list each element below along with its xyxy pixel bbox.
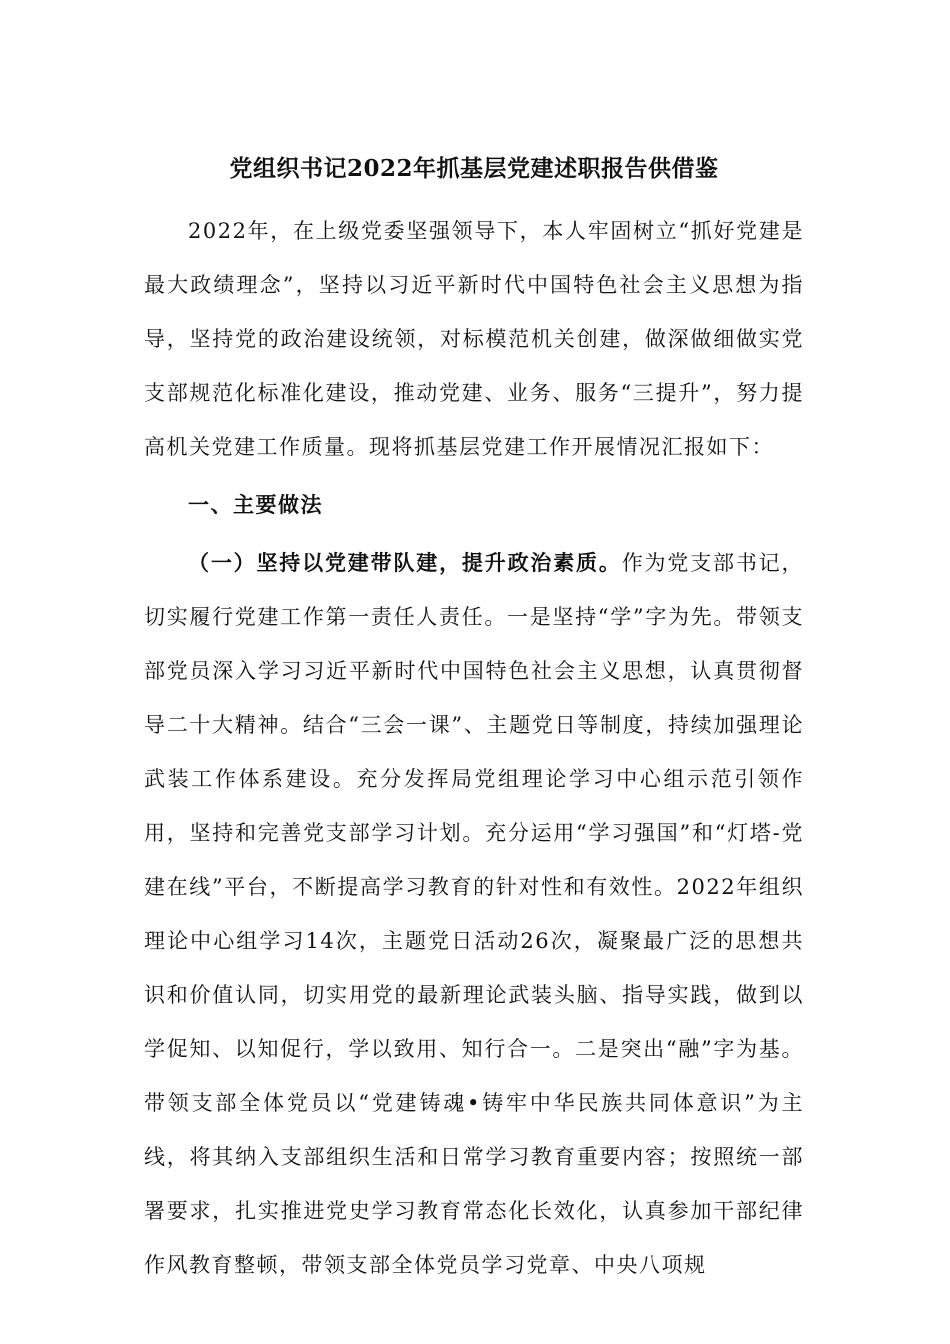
subsection-body-text: 作为党支部书记，切实履行党建工作第一责任人责任。一是坚持“学”字为先。带领支部党员深入学习习近平新时代中国特色社会主义思想，认真贯彻督导二十大精神。结合“三会一课”、主题党日等制度，持续加强理论武装工作体系建设。充分发挥局党组理论学习中心组示范引领作用，坚持和完善党支部学习计划。充分运用“学习强国”和“灯塔-党建在线”平台，不断提高学习教育的针对性和有效性。2022年组织理论中心组学习14次，主题党日活动26次，凝聚最广泛的思想共识和价值认同，切实用党的最新理论武装头脑、指导实践，做到以学促知、以知促行，学以致用、知行合一。二是突出“融”字为基。带领支部全体党员以“党建铸魂•铸牢中华民族共同体意识”为主线，将其纳入支部组织生活和日常学习教育重要内容；按照统一部署要求，扎实推进党史学习教育常态化长效化，认真参加干部纪律作风教育整顿，带领支部全体党员学习党章、中央八项规 <box>144 551 805 1277</box>
subsection-paragraph-1 <box>144 536 804 1292</box>
intro-paragraph: 2022年，在上级党委坚强领导下，本人牢固树立“抓好党建是最大政绩理念”，坚持以习近平新时代中国特色社会主义思想为指导，坚持党的政治建设统领，对标模范机关创建，做深做细做实党支部规范化标准化建设，推动党建、业务、服务“三提升”，努力提高机关党建工作质量。现将抓基层党建工作开展情况汇报如下： <box>144 219 804 459</box>
section-heading-main-practices: 一、主要做法 <box>188 492 323 517</box>
subsection-lead-text: （一）坚持以党建带队建，提升政治素质。 <box>188 550 622 575</box>
document-title: 党组织书记2022年抓基层党建述职报告供借鉴 <box>229 155 719 182</box>
document-page <box>144 146 804 1292</box>
